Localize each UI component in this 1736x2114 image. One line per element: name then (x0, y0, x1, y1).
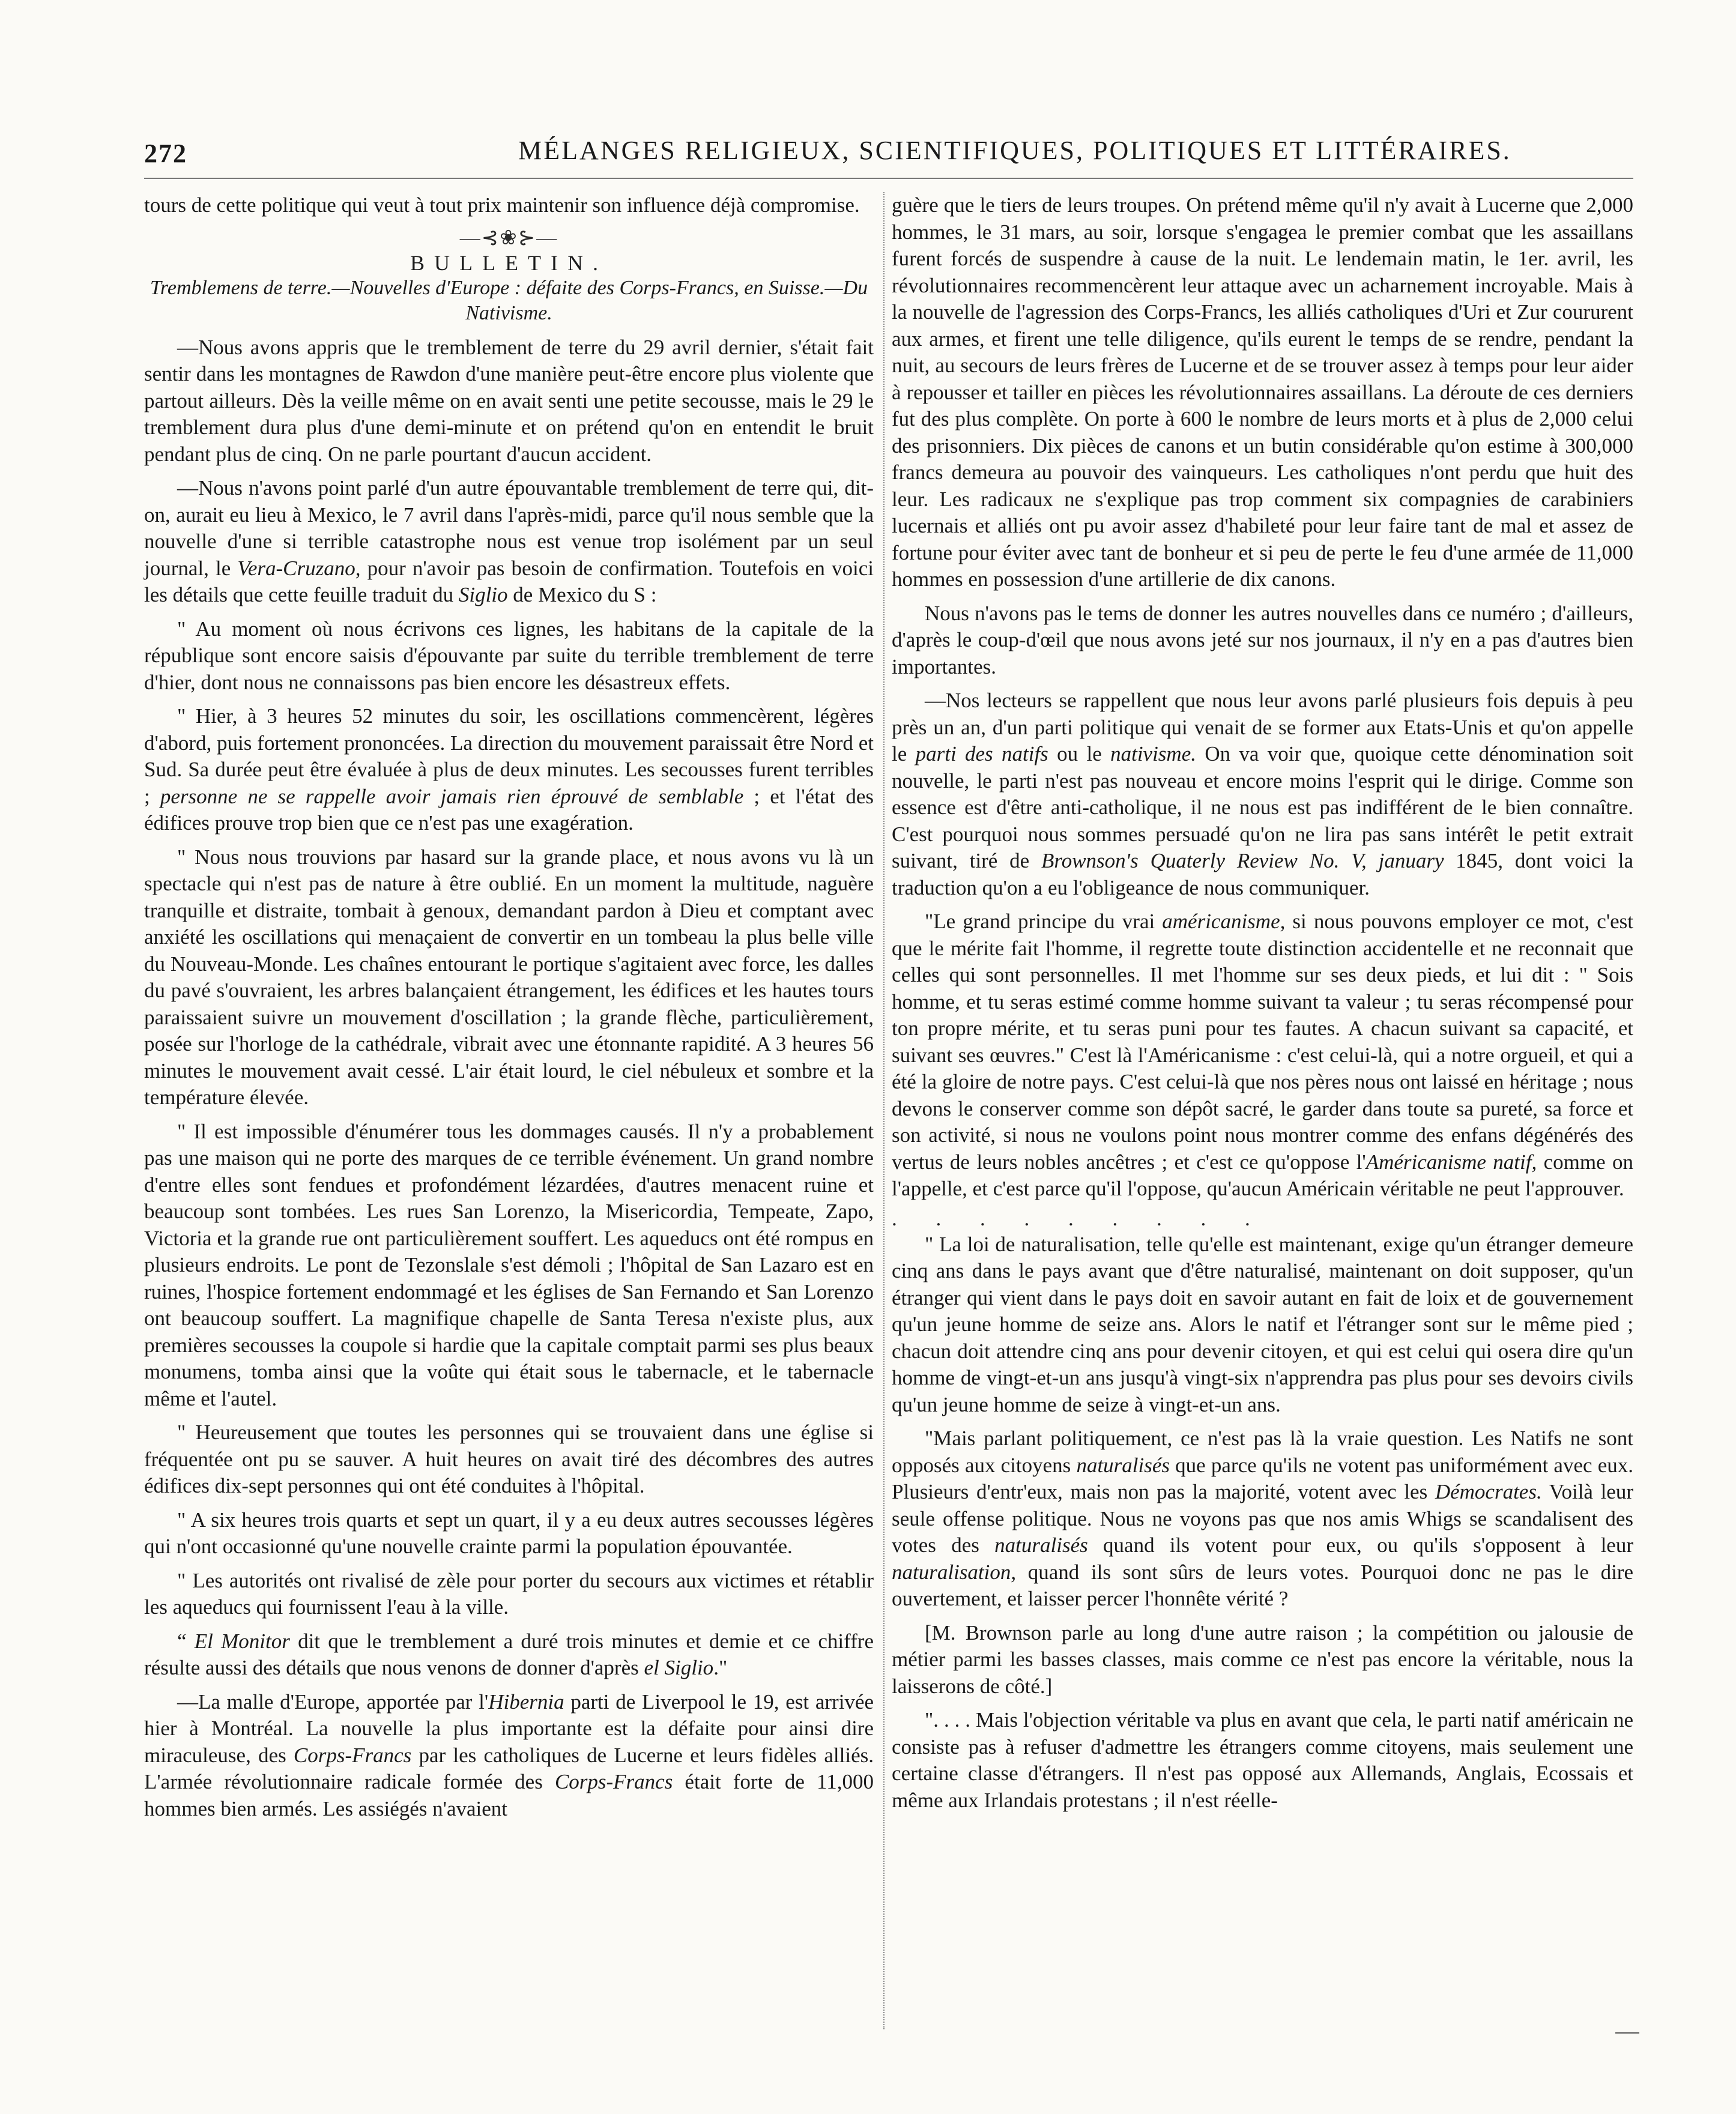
paragraph-nativism: —Nos lecteurs se rappellent que nous leur avons parlé plusieurs fois depuis à peu près un an, d'un parti politique qui venait de se former aux Etats-Unis et qu'on appelle le parti des natifs ou le nativisme. On va voir que, quoique cette dénomination soit nouvelle, le parti n'est pas nouveau et encore moins l'esprit qui le dirige. Comme son essence est d'être anti-catholique, il ne nous est pas indifférent de le bien connaître. C'est pourquoi nous sommes persuadé qu'on ne lira pas sans intérêt le petit extrait suivant, tiré de Brownson's Quaterly Review No. V, january 1845, dont voici la traduction qu'on a eu l'obligeance de nous communiquer. (892, 689, 1634, 899)
bulletin-subtitle: Tremblemens de terre.—Nouvelles d'Europe : défaite des Corps-Francs, en Suisse.—Du Nativisme. (150, 276, 868, 324)
paragraph-naturalisation: " La loi de naturalisation, telle qu'elle est maintenant, exige qu'un étranger demeure cinq ans dans le pays avant que d'être naturalisé, maintenant on doit supposer, qu'un étranger qui vient dans le pays doit en savoir autant en fait de loix et de gouvernement qu'un jeune homme de seize ans. Alors le natif et l'étranger sont sur le même pied ; chacun doit attendre cinq ans pour devenir citoyen, et qui est celui qui osera dire qu'un homme de vingt-et-un ans jusqu'à vingt-six n'apprendra pas plus pour ses devoirs civils qu'un jeune homme de seize à vingt-et-un ans. (892, 1232, 1633, 1416)
page-header (144, 135, 1633, 177)
paragraph-brownson-note: [M. Brownson parle au long d'une autre raison ; la compétition ou jalousie de métier parmi les basses classes, mais comme ce n'est pas encore la véritable, nous la laisserons de côté.] (892, 1620, 1633, 1698)
header-rule (144, 178, 1633, 179)
bulletin-title: BULLETIN. (410, 250, 608, 275)
left-column (144, 192, 874, 1829)
paragraph-quote-8: “ El Monitor dit que le tremblement a duré trois minutes et demie et ce chiffre résulte aussi des détails que nous venons de donner d'après el Siglio." (144, 1629, 874, 1679)
ellipsis-line: . . . . . . . . . (892, 1206, 1267, 1230)
column-divider (883, 192, 885, 2029)
paragraph-quote-6: " A six heures trois quarts et sept un quart, il y a eu deux autres secousses légères qui n'ont occasionné qu'une nouvelle crainte parmi la population épouvantée. (144, 1508, 874, 1558)
paragraph-quote-2: " Hier, à 3 heures 52 minutes du soir, les oscillations commencèrent, légères d'abord, puis fortement prononcées. La direction du mouvement paraissait être Nord et Sud. Sa durée peut être évaluée à plus de deux minutes. Les secousses furent terribles ; personne ne se rappelle avoir jamais rien éprouvé de semblable ; et l'état des édifices prouve trop bien que ce n'est pas une exagération. (144, 704, 874, 835)
intro-paragraph: tours de cette politique qui veut à tout prix maintenir son influence déjà compromise. (144, 193, 860, 217)
paragraph-mexico: —Nous n'avons point parlé d'un autre épouvantable tremblement de terre qui, dit-on, aurait eu lieu à Mexico, le 7 avril dans l'après-midi, parce qu'il nous semble que la nouvelle d'une si terrible catastrophe nous est venue trop isolément par un seul journal, le Vera-Cruzano, pour n'avoir pas besoin de confirmation. Toutefois en voici les détails que cette feuille traduit du Siglio de Mexico du S : (144, 476, 874, 606)
paragraph-objection: ". . . . Mais l'objection véritable va plus en avant que cela, le parti natif américain ne consiste pas à refuser d'admettre les étrangers comme citoyens, mais seulement une certaine classe d'étrangers. Il n'est pas opposé aux Allemands, Anglais, Ecossais et même aux Irlandais protestans ; il n'est réelle- (892, 1708, 1633, 1812)
paragraph-quote-5: " Heureusement que toutes les personnes qui se trouvaient dans une église si fréquentée ont pu se sauver. A huit heures on avait tiré des décombres des autres édifices dix-sept personnes qui ont été conduites à l'hôpital. (144, 1421, 874, 1497)
paragraph-rawdon: —Nous avons appris que le tremblement de terre du 29 avril dernier, s'était fait sentir dans les montagnes de Rawdon d'une manière peut-être encore plus violente que partout ailleurs. Dès la veille même on en avait senti une petite secousse, mais le 29 le tremblement dura plus d'une demi-minute et on prétend qu'on en entendit le bruit pendant plus de cinq. On ne parle pourtant d'aucun accident. (144, 335, 874, 466)
paragraph-quote-1: " Au moment où nous écrivons ces lignes, les habitans de la capitale de la république sont encore saisis d'épouvante par suite du terrible tremblement de terre d'hier, dont nous ne connaissons pas bien encore les désastreux effets. (144, 617, 874, 694)
running-title: MÉLANGES RELIGIEUX, SCIENTIFIQUES, POLITIQUES ET LITTÉRAIRES. (518, 136, 1511, 165)
paragraph-quote-3: " Nous nous trouvions par hasard sur la grande place, et nous avons vu là un spectacle qui n'est pas de nature à être oublié. En un moment la multitude, naguère tranquille et distraite, tombait à genoux, demandant pardon à Dieu et comptant avec anxiété les oscillations qui menaçaient de convertir en un tombeau la plus belle ville du Nouveau-Monde. Les chaînes entourant le portique s'agitaient avec force, les dalles du pavé s'ouvraient, les arbres balançaient étrangement, les édifices et les hautes tours paraissaient suivre un mouvement d'oscillation ; la grande flèche, particulièrement, posée sur l'horloge de la cathédrale, vibrait avec une étonnante rapidité. A 3 heures 56 minutes le mouvement avait cessé. L'air était lourd, le ciel nébuleux et sombre et la température élevée. (144, 845, 874, 1109)
right-column (892, 192, 1633, 1821)
paragraph-quote-4: " Il est impossible d'énumérer tous les dommages causés. Il n'y a probablement pas une maison qui ne porte des marques de ce terrible événement. Un grand nombre d'entre elles sont fendues et profondément lézardées, d'autres menacent ruine et beaucoup sont tombées. Les rues San Lorenzo, la Misericordia, Tempeate, Zapo, Victoria et la grande rue ont particulièrement souffert. Les aqueducs ont été rompus en plusieurs endroits. Le pont de Tezonslale s'est démoli ; l'hôpital de San Lazaro est en ruines, l'hospice fortement endommagé et les églises de San Fernando et San Lorenzo ont beaucoup souffert. La magnifique chapelle de Santa Teresa n'existe plus, aux premières secousses la coupole si hardie que la capitale comptait parmi ses plus beaux monumens, tomba ainsi que la voûte qui était sous le tabernacle, et le tabernacle même et l'autel. (144, 1119, 874, 1410)
paragraph-europe: —La malle d'Europe, apportée par l'Hibernia parti de Liverpool le 19, est arrivée hier à Montréal. La nouvelle la plus importante est la défaite pour ainsi dire miraculeuse, des Corps-Francs par les catholiques de Lucerne et leurs fidèles alliés. L'armée révolutionnaire radicale formée des Corps-Francs était forte de 11,000 hommes bien armés. Les assiégés n'avaient (144, 1690, 874, 1820)
bottom-rule-mark (1615, 2032, 1639, 2034)
paragraph-lucerne: guère que le tiers de leurs troupes. On prétend même qu'il n'y avait à Lucerne que 2,000 hommes, le 31 mars, au soir, lorsque s'engagea le premier combat que les assaillans furent forcés de suspendre à cause de la nuit. Le lendemain matin, le 1er. avril, les révolutionnaires recommencèrent leur attaque avec un acharnement incroyable. Mais à la nouvelle de l'agression des Corps-Francs, les alliés catholiques d'Uri et Zur coururent aux armes, et firent une telle diligence, qu'ils eurent le temps de se rendre, pendant la nuit, au secours de leurs frères de Lucerne et de se trouver assez à temps pour leur aider à repousser et tailler en pièces les révolutionnaires assaillans. La déroute de ces derniers fut des plus complète. On porte à 600 le nombre de leurs morts et à plus de 2,000 celui des prisonniers. Dix pièces de canons et un butin considérable qu'on estime à 300,000 francs demeura au pouvoir des vainqueurs. Les catholiques n'ont perdu que huit des leur. Les radicaux ne s'explique pas trop comment six compagnies de carabiniers lucernais et alliés ont pu avoir assez d'habileté pour leur faire tant de mal et assez de fortune pour éviter avec tant de bonheur et si peu de perte le feu d'une armée de 11,000 hommes en possession d'une artillerie de dix canons. (892, 193, 1633, 591)
page-number: 272 (144, 139, 187, 168)
ornament-divider: —⊰❀⊱— (459, 226, 558, 249)
paragraph-quote-7: " Les autorités ont rivalisé de zèle pour porter du secours aux victimes et rétablir les aqueducs qui fournissent l'eau à la ville. (144, 1568, 874, 1619)
paragraph-politics: "Mais parlant politiquement, ce n'est pas là la vraie question. Les Natifs ne sont opposés aux citoyens naturalisés que parce qu'ils ne votent pas uniformément avec eux. Plusieurs d'entr'eux, mais non pas la majorité, votent avec les Démocrates. Voilà leur seule offense politique. Nous ne voyons pas que nos amis Whigs se scandalisent des votes des naturalisés quand ils votent pour eux, ou qu'ils s'opposent à leur naturalisation, quand ils sont sûrs de leurs votes. Pourquoi donc ne pas le dire ouvertement, et laisser percer l'honnête vérité ? (892, 1427, 1633, 1610)
paragraph-no-time: Nous n'avons pas le tems de donner les autres nouvelles dans ce numéro ; d'ailleurs, d'après le coup-d'œil que nous avons jeté sur nos journaux, il n'y en a pas d'autres bien importantes. (892, 601, 1633, 678)
paragraph-americanism: "Le grand principe du vrai américanisme, si nous pouvons employer ce mot, c'est que le mérite fait l'homme, il regrette toute distinction accidentelle et ne reconnait que celles qui sont personnelles. Il met l'homme sur ses deux pieds, et lui dit : " Sois homme, et tu seras estimé comme homme suivant ta valeur ; tu seras récompensé pour ton propre mérite, et tu seras puni pour tes fautes. A chacun suivant sa capacité, et suivant ses œuvres." C'est là l'Américanisme : c'est celui-là, qui a notre orgueil, et qui a été la gloire de notre pays. C'est celui-là que nos pères nous ont laissé en héritage ; nous devons le conserver comme son dépôt sacré, le garder dans toute sa pureté, sa force et son activité, si nous ne voulons point nous montrer comme des enfans dégénérés des vertus de leurs nobles ancêtres ; et c'est ce qu'oppose l'Américanisme natif, comme on l'appelle, et c'est parce qu'il l'oppose, qu'aucun Américain véritable ne peut l'approuver. (892, 910, 1634, 1200)
